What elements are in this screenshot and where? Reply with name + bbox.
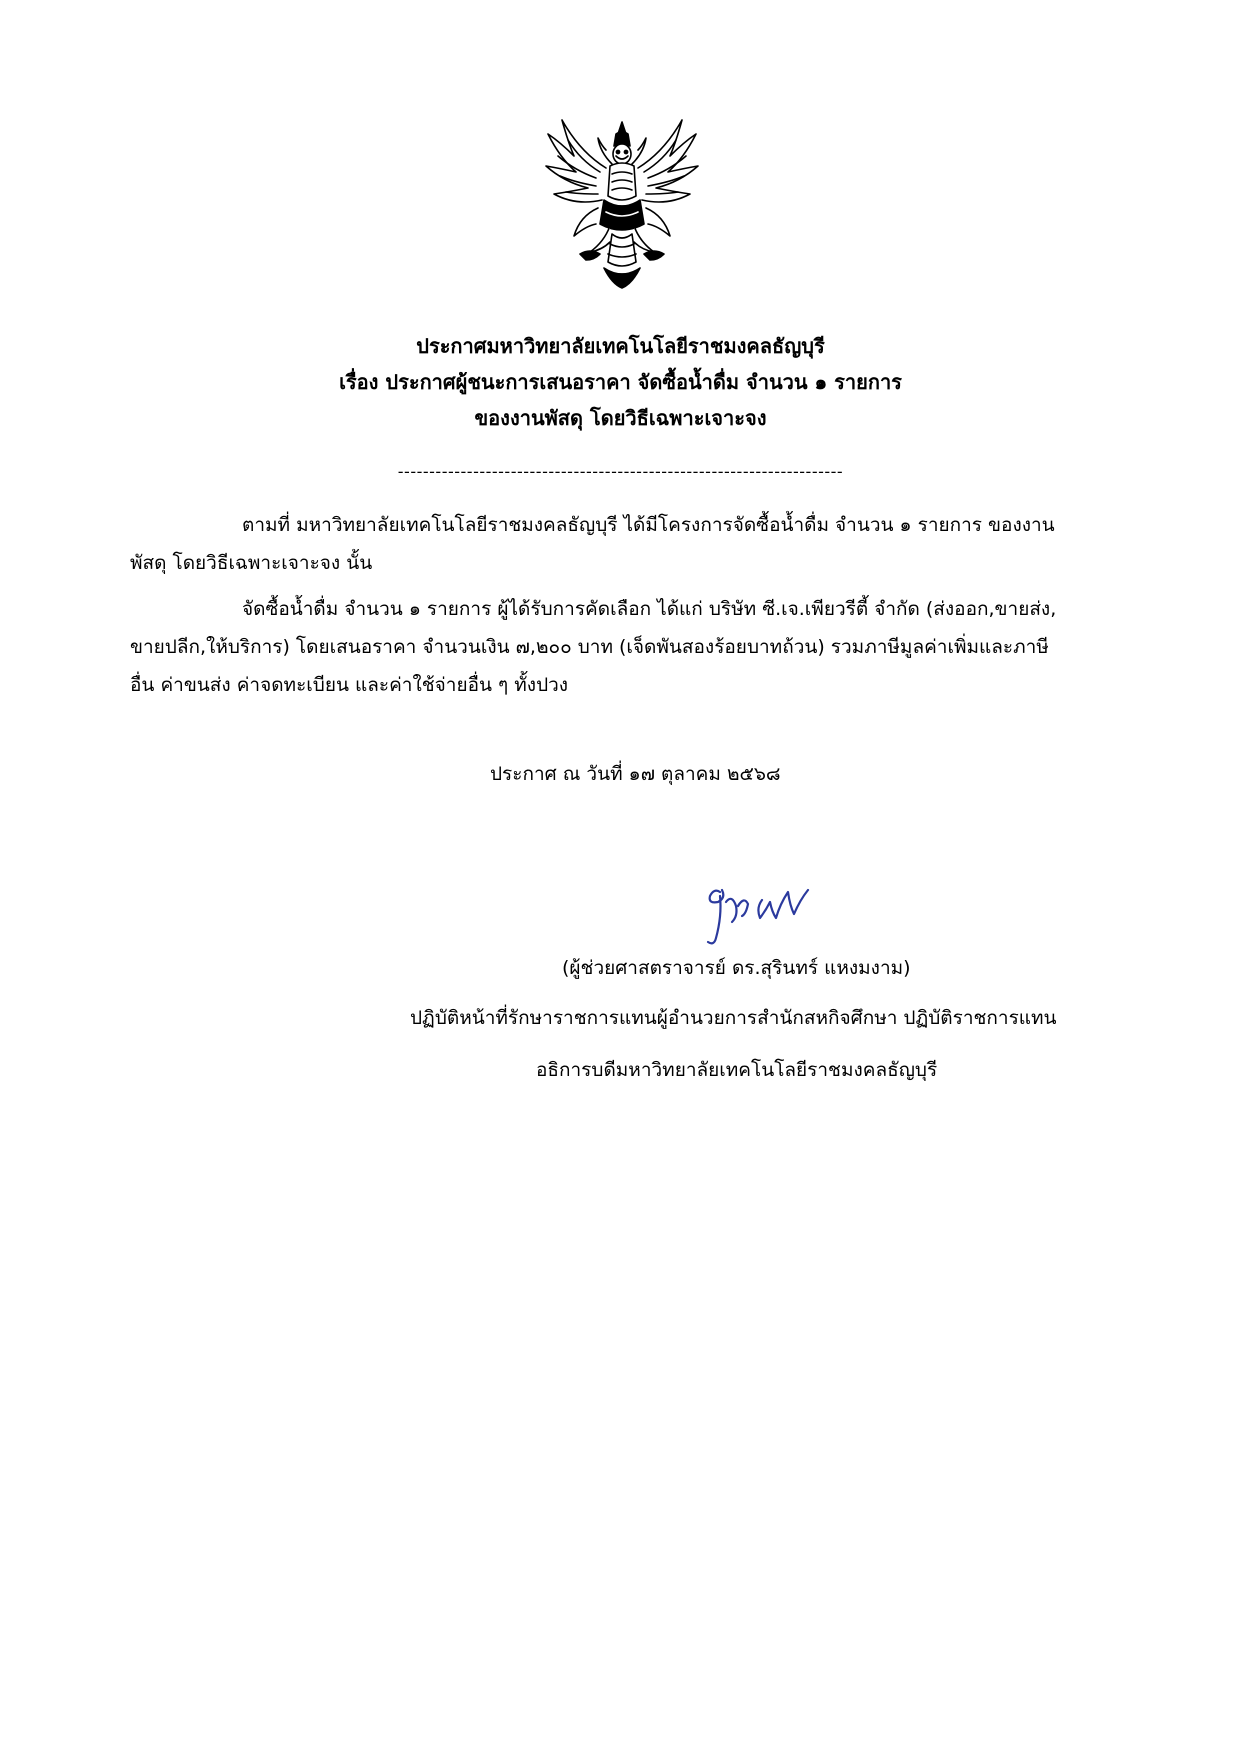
announcement-subject: เรื่อง ประกาศผู้ชนะการเสนอราคา จัดซื้อน้ำดื่ม จำนวน ๑ รายการ xyxy=(339,370,902,394)
signatory-position-line-1: ปฏิบัติหน้าที่รักษาราชการแทนผู้อำนวยการสำนักสหกิจศึกษา ปฏิบัติราชการแทน xyxy=(410,1007,1057,1029)
announcement-title: ประกาศมหาวิทยาลัยเทคโนโลยีราชมงคลธัญบุรี xyxy=(416,334,825,358)
paragraph-2 xyxy=(130,590,1115,704)
announcement-date: ประกาศ ณ วันที่ ๑๗ ตุลาคม ๒๕๖๘ xyxy=(490,763,781,785)
signature-icon xyxy=(686,872,836,952)
signatory-name: (ผู้ช่วยศาสตราจารย์ ดร.สุรินทร์ แหงมงาม) xyxy=(562,957,911,979)
paragraph-1 xyxy=(130,506,1115,582)
paragraph-1-line-1: ตามที่ มหาวิทยาลัยเทคโนโลยีราชมงคลธัญบุรี ได้มีโครงการจัดซื้อน้ำดื่ม จำนวน ๑ รายการ ของงาน xyxy=(242,514,1055,536)
paragraph-2-line-3: อื่น ค่าขนส่ง ค่าจดทะเบียน และค่าใช้จ่ายอื่น ๆ ทั้งปวง xyxy=(130,674,569,696)
paragraph-2-line-2: ขายปลีก,ให้บริการ) โดยเสนอราคา จำนวนเงิน ๗,๒๐๐ บาท (เจ็ดพันสองร้อยบาทถ้วน) รวมภาษีมูลค่าเพิ่มและภาษี xyxy=(130,636,1049,658)
signatory-position-line-2: อธิการบดีมหาวิทยาลัยเทคโนโลยีราชมงคลธัญบุรี xyxy=(536,1059,938,1081)
paragraph-2-line-1: จัดซื้อน้ำดื่ม จำนวน ๑ รายการ ผู้ได้รับการคัดเลือก ได้แก่ บริษัท ซี.เจ.เพียวรีตี้ จำกัด (ส่งออก,ขายส่ง, xyxy=(242,598,1057,620)
paragraph-1-line-2: พัสดุ โดยวิธีเฉพาะเจาะจง นั้น xyxy=(130,552,373,574)
divider-rule: ----------------------------------------------------------------------- xyxy=(397,462,844,481)
announcement-subject-continued: ของงานพัสดุ โดยวิธีเฉพาะเจาะจง xyxy=(474,406,767,430)
garuda-emblem-icon xyxy=(540,112,704,292)
